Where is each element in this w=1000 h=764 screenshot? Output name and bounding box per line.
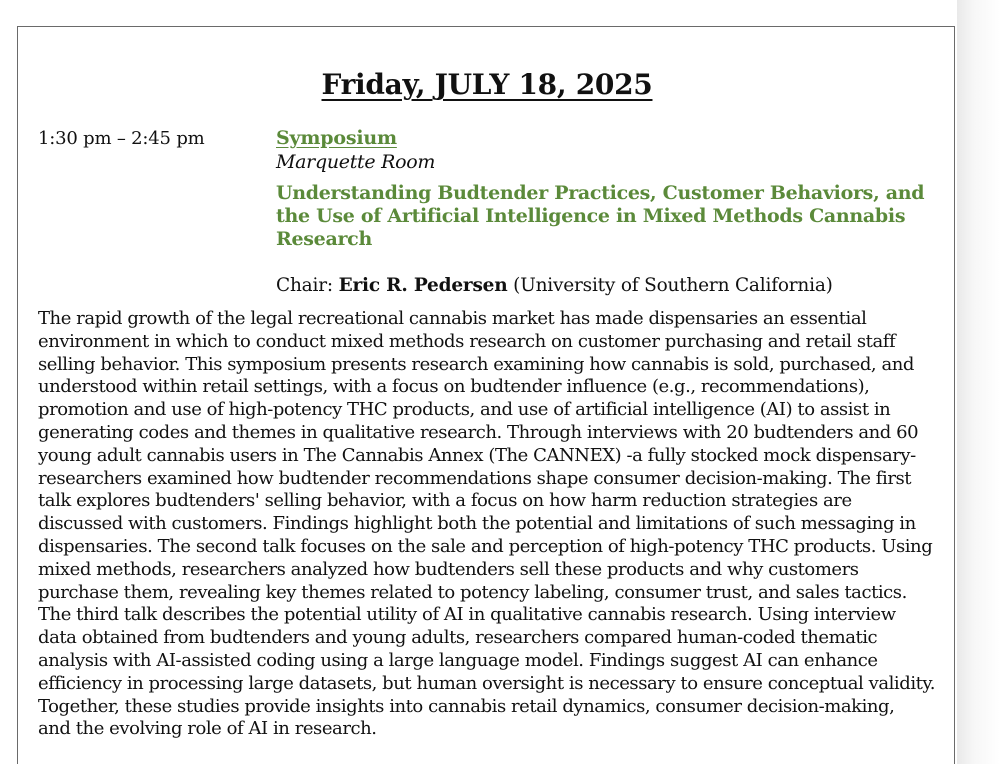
page-edge-shadow xyxy=(957,0,1000,764)
abstract-line: analysis with AI-assisted coding using a large language model. Findings suggest AI can enhance xyxy=(38,649,878,671)
chair-label: Chair: xyxy=(276,275,339,296)
abstract-line: The third talk describes the potential utility of AI in qualitative cannabis research. Using interview xyxy=(38,604,896,626)
chair-line xyxy=(276,275,833,296)
session-time: 1:30 pm – 2:45 pm xyxy=(38,128,205,149)
session-title: Understanding Budtender Practices, Customer Behaviors, and the Use of Artificial Intelligence in Mixed Methods Cannabis Research xyxy=(276,182,925,250)
abstract-line: Together, these studies provide insights into cannabis retail dynamics, consumer decision-making, xyxy=(38,695,895,717)
abstract-line: and the evolving role of AI in research. xyxy=(38,718,377,740)
abstract-line: purchase them, revealing key themes related to potency labeling, consumer trust, and sales tactics. xyxy=(38,581,907,603)
abstract-line: efficiency in processing large datasets, but human oversight is necessary to ensure conceptual validity. xyxy=(38,672,936,694)
abstract-line: promotion and use of high-potency THC products, and use of artificial intelligence (AI) to assist in xyxy=(38,399,891,421)
chair-affiliation: (University of Southern California) xyxy=(507,275,833,296)
session-type-label: Symposium xyxy=(276,127,397,149)
abstract-line: environment in which to conduct mixed methods research on customer purchasing and retail staff xyxy=(38,330,896,352)
abstract-line: mixed methods, researchers analyzed how budtenders sell these products and why customers xyxy=(38,558,859,580)
abstract-line: The rapid growth of the legal recreational cannabis market has made dispensaries an essential xyxy=(38,308,867,329)
abstract-line: data obtained from budtenders and young adults, researchers compared human-coded thematic xyxy=(38,627,878,649)
abstract-line: understood within retail settings, with a focus on budtender influence (e.g., recommendations), xyxy=(38,376,870,398)
abstract-paragraph xyxy=(38,308,948,741)
date-heading: Friday, JULY 18, 2025 xyxy=(321,68,653,101)
abstract-line: researchers examined how budtender recommendations shape consumer decision-making. The first xyxy=(38,467,912,489)
abstract-line: selling behavior. This symposium presents research examining how cannabis is sold, purchased, and xyxy=(38,353,914,375)
abstract-line: dispensaries. The second talk focuses on the sale and perception of high-potency THC products. Using xyxy=(38,535,933,557)
abstract-line: discussed with customers. Findings highlight both the potential and limitations of such messaging in xyxy=(38,513,916,535)
abstract-line: young adult cannabis users in The Cannabis Annex (The CANNEX) -a fully stocked mock dispensary- xyxy=(38,444,916,466)
chair-name: Eric R. Pedersen xyxy=(338,275,508,296)
session-room: Marquette Room xyxy=(276,151,436,173)
abstract-line: generating codes and themes in qualitative research. Through interviews with 20 budtenders and 60 xyxy=(38,421,919,443)
abstract-line: talk explores budtenders' selling behavior, with a focus on how harm reduction strategies are xyxy=(38,490,852,512)
